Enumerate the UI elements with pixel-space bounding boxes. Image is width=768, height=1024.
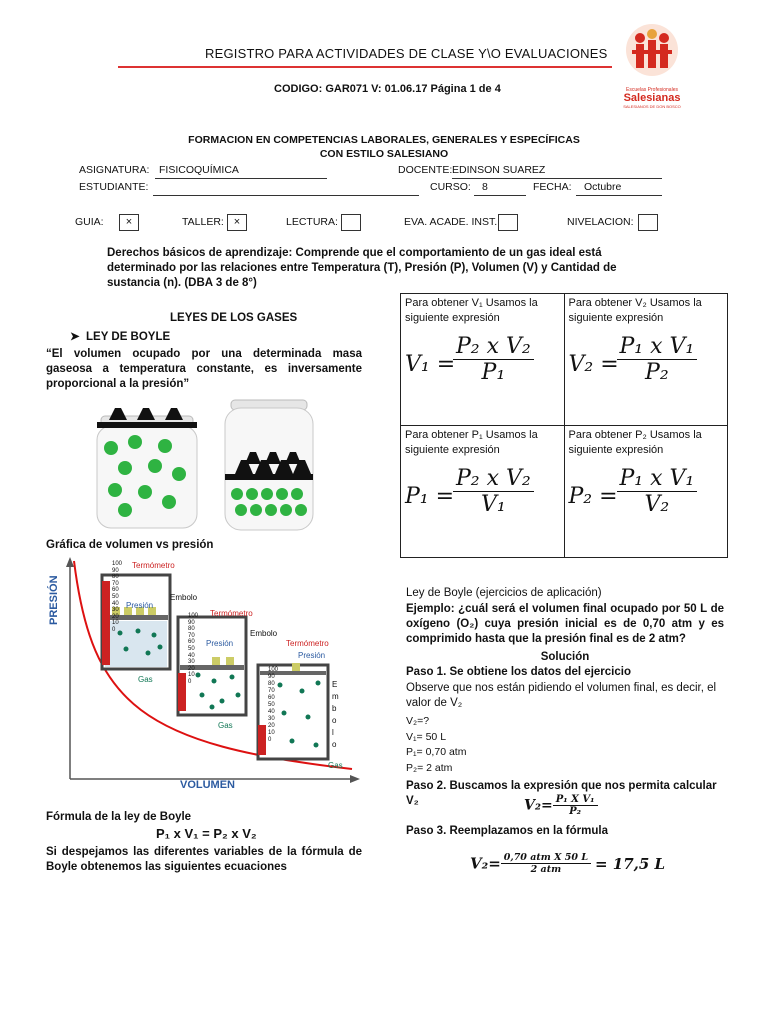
v1-fraction xyxy=(453,334,534,385)
arrow-bullet-icon: ➤ xyxy=(70,331,87,343)
scale-tick: 50 xyxy=(188,645,195,652)
scale-3 xyxy=(268,667,278,744)
lectura-checkbox[interactable] xyxy=(341,214,361,231)
scale-tick: 80 xyxy=(188,626,195,633)
datum-v1: V₁= 50 L xyxy=(406,731,447,743)
scale-tick: 10 xyxy=(188,672,195,679)
step3-equation xyxy=(470,852,665,875)
embolo-vertical-label xyxy=(332,679,339,751)
document-title: REGISTRO PARA ACTIVIDADES DE CLASE Y\O EVALUACIONES xyxy=(205,46,608,61)
termometro-label-2: Termómetro xyxy=(210,609,253,618)
asignatura-value: FISICOQUÍMICA xyxy=(159,164,239,176)
scale-tick: 0 xyxy=(268,737,272,743)
jars-illustration xyxy=(95,398,315,533)
pv-graph xyxy=(48,555,362,795)
scale-tick: 20 xyxy=(188,665,195,672)
salesianas-logo xyxy=(612,22,692,109)
gas-label-1: Gas xyxy=(138,675,153,684)
logo-text-main: Salesianas xyxy=(623,92,681,104)
jar-right xyxy=(225,400,313,530)
v2-denominator: P₂ xyxy=(645,360,669,385)
p1-caption: Para obtener P₁ Usamos la siguiente expresión xyxy=(405,429,538,456)
curso-value: 8 xyxy=(482,181,488,193)
step3-fraction xyxy=(501,852,591,875)
step2-lhs: V₂= xyxy=(524,797,553,814)
guia-label: GUIA: xyxy=(75,216,104,228)
docente-value: EDINSON SUAREZ xyxy=(452,164,546,176)
embolo-letter: o xyxy=(332,740,337,749)
scale-tick: 90 xyxy=(188,619,195,626)
boyle-formula: P₁ x V₁ = P₂ x V₂ xyxy=(156,826,257,841)
despejar-text: Si despejamos las diferentes variables de la fórmula de Boyle obtenemos las siguientes ecuaciones xyxy=(46,846,362,873)
step2-fraction xyxy=(553,794,598,817)
embolo-letter: b xyxy=(332,704,337,713)
v1-equation xyxy=(405,328,560,423)
step3-denominator: 2 atm xyxy=(530,864,562,875)
p2-equation xyxy=(569,460,724,555)
nivelacion-checkbox[interactable] xyxy=(638,214,658,231)
scale-tick: 100 xyxy=(112,561,123,567)
observe-text: Observe que nos están pidiendo el volumen final, es decir, el valor de V₂ xyxy=(406,682,717,710)
dba-text: Derechos básicos de aprendizaje: Comprende que el comportamiento de un gas ideal está determinado por las relaciones entre Temperatura (T), Presión (P), Volumen (V) y Cantidad de sustancia (n). (DBA 3 de 8°) xyxy=(107,247,617,289)
document-code: CODIGO: GAR071 V: 01.06.17 Página 1 de 4 xyxy=(274,83,501,95)
embolo-letter: E xyxy=(332,680,338,689)
subtitle-line2: CON ESTILO SALESIANO xyxy=(319,148,449,160)
p1-cell xyxy=(401,426,565,558)
scale-tick: 20 xyxy=(268,723,275,729)
termometro-label-3: Termómetro xyxy=(286,639,329,648)
step1: Paso 1. Se obtiene los datos del ejercicio xyxy=(406,666,631,678)
p1-fraction xyxy=(453,466,534,517)
p1-lhs: P₁ = xyxy=(405,484,455,509)
p1-denominator: V₁ xyxy=(481,492,506,517)
docente-field[interactable] xyxy=(452,164,662,179)
scale-tick: 30 xyxy=(112,607,119,614)
scale-tick: 30 xyxy=(188,659,195,666)
v1-denominator: P₁ xyxy=(481,360,506,385)
scale-tick: 40 xyxy=(188,652,195,659)
law-title-text: LEY DE BOYLE xyxy=(86,331,171,343)
curso-label: CURSO: xyxy=(430,181,471,193)
p2-numerator: P₁ x V₁ xyxy=(617,466,698,492)
estudiante-field[interactable] xyxy=(153,181,419,196)
scale-tick: 30 xyxy=(268,716,275,722)
scale-tick: 10 xyxy=(268,730,275,736)
scale-tick: 50 xyxy=(268,702,275,708)
docente-label: DOCENTE: xyxy=(398,164,453,176)
v1-numerator: P₂ x V₂ xyxy=(453,334,534,360)
exercise-title: Ley de Boyle (ejercicios de aplicación) xyxy=(406,587,602,599)
formula-title: Fórmula de la ley de Boyle xyxy=(46,811,192,823)
scale-tick: 0 xyxy=(188,678,192,685)
v1-lhs: V₁ = xyxy=(405,352,456,377)
taller-label: TALLER: xyxy=(182,216,224,228)
header-divider xyxy=(118,66,612,68)
eva-checkbox[interactable] xyxy=(498,214,518,231)
taller-checkbox[interactable]: × xyxy=(227,214,247,231)
asignatura-label: ASIGNATURA: xyxy=(79,164,150,176)
guia-checkbox[interactable]: × xyxy=(119,214,139,231)
p2-denominator: V₂ xyxy=(644,492,670,517)
v1-cell xyxy=(401,294,565,426)
formula-table xyxy=(400,293,728,558)
datum-p2: P₂= 2 atm xyxy=(406,762,453,774)
boyle-quote: “El volumen ocupado por una determinada masa gaseosa a temperatura constante, es inversamente proporcional a la presión” xyxy=(46,348,362,390)
fecha-value: Octubre xyxy=(584,181,622,193)
solution-heading: Solución xyxy=(540,651,590,663)
scale-tick: 50 xyxy=(112,593,119,600)
termometro-label-1: Termómetro xyxy=(132,561,175,570)
estudiante-label: ESTUDIANTE: xyxy=(79,181,149,193)
nivelacion-label: NIVELACION: xyxy=(567,216,634,228)
graph-title: Gráfica de volumen vs presión xyxy=(46,539,214,551)
v2-cell xyxy=(564,294,728,426)
law-title xyxy=(70,330,170,345)
scale-tick: 40 xyxy=(112,600,119,607)
scale-tick: 10 xyxy=(112,620,119,627)
scale-tick: 70 xyxy=(112,580,119,587)
scale-tick: 70 xyxy=(268,688,275,694)
step3-result: = 17,5 L xyxy=(595,854,666,873)
scale-tick: 40 xyxy=(268,709,275,715)
scale-tick: 80 xyxy=(268,681,275,687)
p1-numerator: P₂ x V₂ xyxy=(453,466,534,492)
embolo-label-1: Embolo xyxy=(170,593,198,602)
v1-caption: Para obtener V₁ Usamos la siguiente expresión xyxy=(405,297,538,324)
x-axis-label: VOLUMEN xyxy=(180,779,235,791)
scale-tick: 0 xyxy=(112,626,116,633)
scale-tick: 60 xyxy=(112,587,119,594)
curso-field[interactable] xyxy=(474,181,526,196)
datum-p1: P₁= 0,70 atm xyxy=(406,746,467,758)
scale-tick: 20 xyxy=(112,613,119,620)
p1-equation xyxy=(405,460,560,555)
p2-lhs: P₂ = xyxy=(568,484,618,509)
scale-tick: 60 xyxy=(268,695,275,701)
step2-equation xyxy=(524,794,598,817)
logo-text-footer: SALESIANOS DE DON BOSCO xyxy=(623,104,681,109)
embolo-letter: o xyxy=(332,716,337,725)
gas-label-3: Gas xyxy=(328,761,343,770)
v2-numerator: P₁ x V₁ xyxy=(617,334,698,360)
step3-lhs: V₂= xyxy=(470,854,501,873)
presion-label-2: Presión xyxy=(206,639,234,648)
p2-cell xyxy=(564,426,728,558)
embolo-label-2: Embolo xyxy=(250,629,278,638)
step3: Paso 3. Reemplazamos en la fórmula xyxy=(406,825,608,837)
fecha-label: FECHA: xyxy=(533,181,572,193)
datum-v2: V₂=? xyxy=(406,715,430,727)
embolo-letter: m xyxy=(332,692,339,701)
jar-left xyxy=(97,408,197,528)
v2-lhs: V₂ = xyxy=(568,352,619,377)
v2-equation xyxy=(569,328,724,423)
step2: Paso 2. Buscamos la expresión que nos permita calcular V₂ xyxy=(406,780,717,808)
scale-1 xyxy=(112,561,122,634)
scale-tick: 100 xyxy=(188,613,199,619)
lectura-label: LECTURA: xyxy=(286,216,338,228)
eva-label: EVA. ACADE. INST. xyxy=(404,216,498,228)
y-axis-label: PRESIÓN xyxy=(48,575,60,625)
step2-denominator: P₂ xyxy=(569,806,582,817)
pv-graph-axes xyxy=(52,555,362,795)
scale-tick: 80 xyxy=(112,574,119,581)
subtitle-line1: FORMACION EN COMPETENCIAS LABORALES, GENERALES Y ESPECÍFICAS xyxy=(188,134,580,146)
scale-tick: 100 xyxy=(268,667,279,673)
gas-label-2: Gas xyxy=(218,721,233,730)
asignatura-field[interactable] xyxy=(155,164,327,179)
scale-tick: 60 xyxy=(188,639,195,646)
presion-label-1: Presión xyxy=(126,601,154,610)
p2-fraction xyxy=(617,466,698,517)
exercise-example: Ejemplo: ¿cuál será el volumen final ocupado por 50 L de oxígeno (O₂) cuya presión inicial es de 0,70 atm y es comprimido hasta que la presión final es de 2 atm? xyxy=(406,603,724,646)
scale-tick: 90 xyxy=(112,567,119,574)
presion-label-3: Presión xyxy=(298,651,326,660)
step2-numerator: P₁ X V₁ xyxy=(553,794,598,806)
v2-caption: Para obtener V₂ Usamos la siguiente expresión xyxy=(568,297,702,324)
v2-fraction xyxy=(617,334,698,385)
logo-text-small: Escuelas Profesionales xyxy=(626,87,678,93)
scale-tick: 90 xyxy=(268,674,275,680)
step3-numerator: 0,70 atm X 50 L xyxy=(501,852,591,864)
p2-caption: Para obtener P₂ Usamos la siguiente expresión xyxy=(568,429,702,456)
scale-tick: 70 xyxy=(188,632,195,639)
scale-2 xyxy=(188,613,198,686)
logo-emblem-icon xyxy=(612,22,692,82)
section-title: LEYES DE LOS GASES xyxy=(170,312,298,324)
embolo-letter: l xyxy=(332,728,334,737)
fecha-field[interactable] xyxy=(576,181,662,196)
